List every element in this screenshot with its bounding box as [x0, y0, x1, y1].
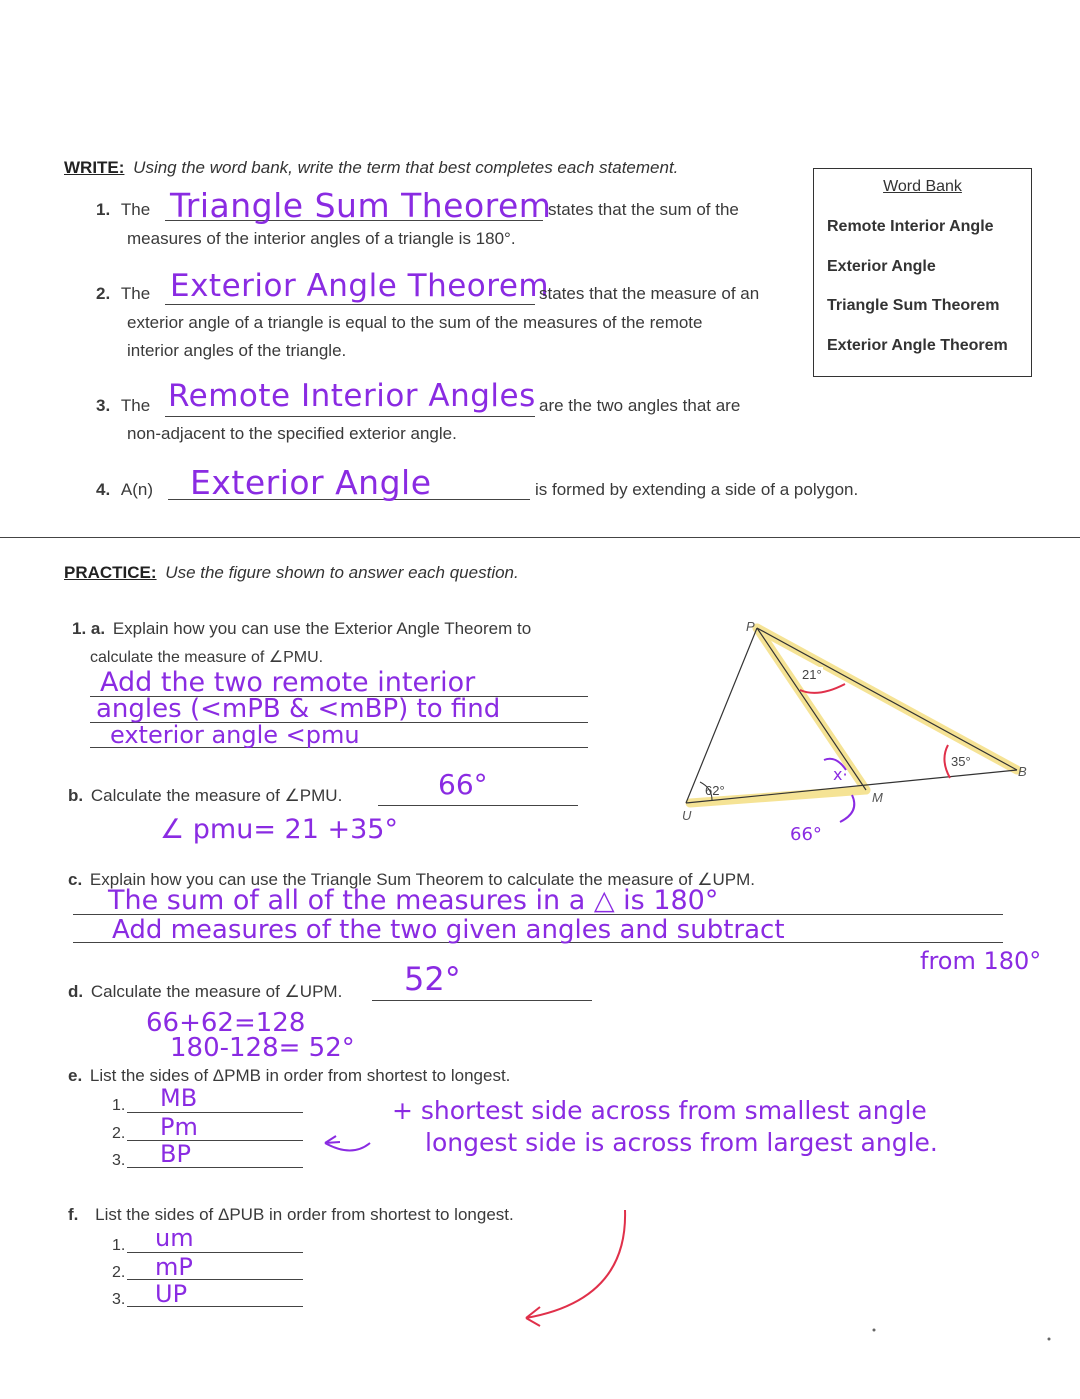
q1f-text: List the sides of ΔPUB in order from shortest to longest. [95, 1205, 514, 1224]
angle-label-right: 35° [951, 754, 971, 769]
q1e-text: List the sides of ΔPMB in order from shortest to longest. [89, 1066, 511, 1085]
list-num: 1. [112, 1097, 126, 1114]
q1e-answer: Pm [160, 1113, 198, 1141]
vertex-m: M [872, 790, 883, 805]
q1e-label: e. [68, 1066, 83, 1085]
q1a-label: 1. a. [72, 619, 106, 638]
q1f-answer: um [155, 1224, 194, 1252]
q1f-answer: UP [155, 1280, 188, 1308]
q1c-answer-line: from 180° [920, 947, 1042, 975]
q1a-answer-line: exterior angle <pmu [110, 721, 360, 749]
unknown-angle-x: x· [833, 765, 848, 784]
vertex-u: U [682, 808, 692, 823]
q1b-work: ∠ pmu= 21 +35° [160, 814, 398, 845]
write-heading: WRITE: [64, 158, 125, 177]
q1a-text: Explain how you can use the Exterior Angle Theorem to [112, 619, 532, 638]
item-line3: interior angles of the triangle. [127, 341, 347, 360]
word-bank-term: Exterior Angle Theorem [827, 337, 1008, 354]
item-line2: measures of the interior angles of a triangle is 180°. [127, 229, 516, 248]
list-num: 3. [112, 1291, 126, 1308]
q1c-answer-line: Add measures of the two given angles and subtract [112, 915, 785, 945]
item-number: 4. [96, 480, 111, 499]
side-pm [757, 628, 866, 790]
q1e-answer: BP [160, 1140, 191, 1168]
word-bank-title: Word Bank [883, 178, 962, 195]
practice-heading: PRACTICE: [64, 563, 157, 582]
q1a-answer-line: angles (<mPB & <mBP) to find [96, 694, 501, 724]
answer-handwritten: Remote Interior Angles [168, 378, 536, 414]
q1e-note-line: + shortest side across from smallest angle [392, 1096, 927, 1125]
item-prefix: A(n) [120, 480, 154, 499]
item-prefix: The [120, 200, 151, 219]
unknown-angle-value: 66° [790, 824, 822, 845]
item-number: 3. [96, 396, 111, 415]
item-number: 1. [96, 200, 111, 219]
q1b-label: b. [68, 786, 84, 805]
q1b-answer: 66° [438, 768, 488, 801]
answer-handwritten: Exterior Angle [190, 463, 432, 502]
q1d-work-line: 180-128= 52° [170, 1033, 355, 1063]
stray-dot [873, 1329, 876, 1332]
list-num: 1. [112, 1237, 126, 1254]
q1c-text: Explain how you can use the Triangle Sum Theorem to calculate the measure of ∠UPM. [89, 870, 755, 889]
item-prefix: The [120, 396, 151, 415]
practice-instructions: Use the figure shown to answer each question. [165, 563, 519, 582]
word-bank-term: Remote Interior Angle [827, 218, 994, 235]
list-num: 2. [112, 1264, 126, 1281]
angle-label-top: 21° [802, 667, 822, 682]
word-bank-term: Exterior Angle [827, 258, 936, 275]
q1e-note-line: longest side is across from largest angle. [425, 1128, 938, 1157]
q1e-answer: MB [160, 1084, 198, 1112]
side-pu [686, 628, 757, 803]
q1c-answer-line: The sum of all of the measures in a △ is 180° [108, 885, 719, 916]
arrow-to-note-icon [325, 1136, 370, 1151]
item-prefix: The [120, 284, 151, 303]
q1f-answer: mP [155, 1253, 193, 1281]
item-line2: non-adjacent to the specified exterior angle. [127, 424, 457, 443]
q1a-answer-line: Add the two remote interior [100, 667, 476, 698]
item-suffix: are the two angles that are [539, 396, 741, 415]
vertex-p: P [746, 619, 755, 634]
answer-handwritten: Exterior Angle Theorem [170, 268, 550, 304]
q1b-text: Calculate the measure of ∠PMU. [90, 786, 343, 805]
item-line2: exterior angle of a triangle is equal to the sum of the measures of the remote [127, 313, 703, 332]
word-bank-term: Triangle Sum Theorem [827, 297, 1000, 314]
q1c-label: c. [68, 870, 83, 889]
angle-mark-21 [800, 684, 845, 693]
q1a-text2: calculate the measure of ∠PMU. [90, 649, 324, 666]
q1f-label: f. [68, 1205, 79, 1224]
side-pb [757, 628, 1017, 770]
triangle-figure [686, 628, 1017, 803]
q1d-text: Calculate the measure of ∠UPM. [90, 982, 343, 1001]
q1d-label: d. [68, 982, 84, 1001]
list-num: 3. [112, 1152, 126, 1169]
item-suffix: states that the sum of the [548, 200, 739, 219]
item-suffix: is formed by extending a side of a polygon. [535, 480, 859, 499]
vertex-b: B [1018, 764, 1027, 779]
list-num: 2. [112, 1125, 126, 1142]
q1d-work-line: 66+62=128 [146, 1008, 306, 1038]
item-number: 2. [96, 284, 111, 303]
answer-handwritten: Triangle Sum Theorem [170, 186, 552, 225]
write-instructions: Using the word bank, write the term that best completes each statement. [133, 158, 679, 177]
angle-label-left: 62° [705, 783, 725, 798]
q1d-answer: 52° [404, 960, 461, 998]
stray-dot [1048, 1338, 1051, 1341]
item-suffix: states that the measure of an [539, 284, 760, 303]
highlight-strokes [690, 628, 1017, 803]
arrow-to-list-f-icon [526, 1210, 625, 1326]
arrow-x-to-66 [840, 795, 854, 822]
